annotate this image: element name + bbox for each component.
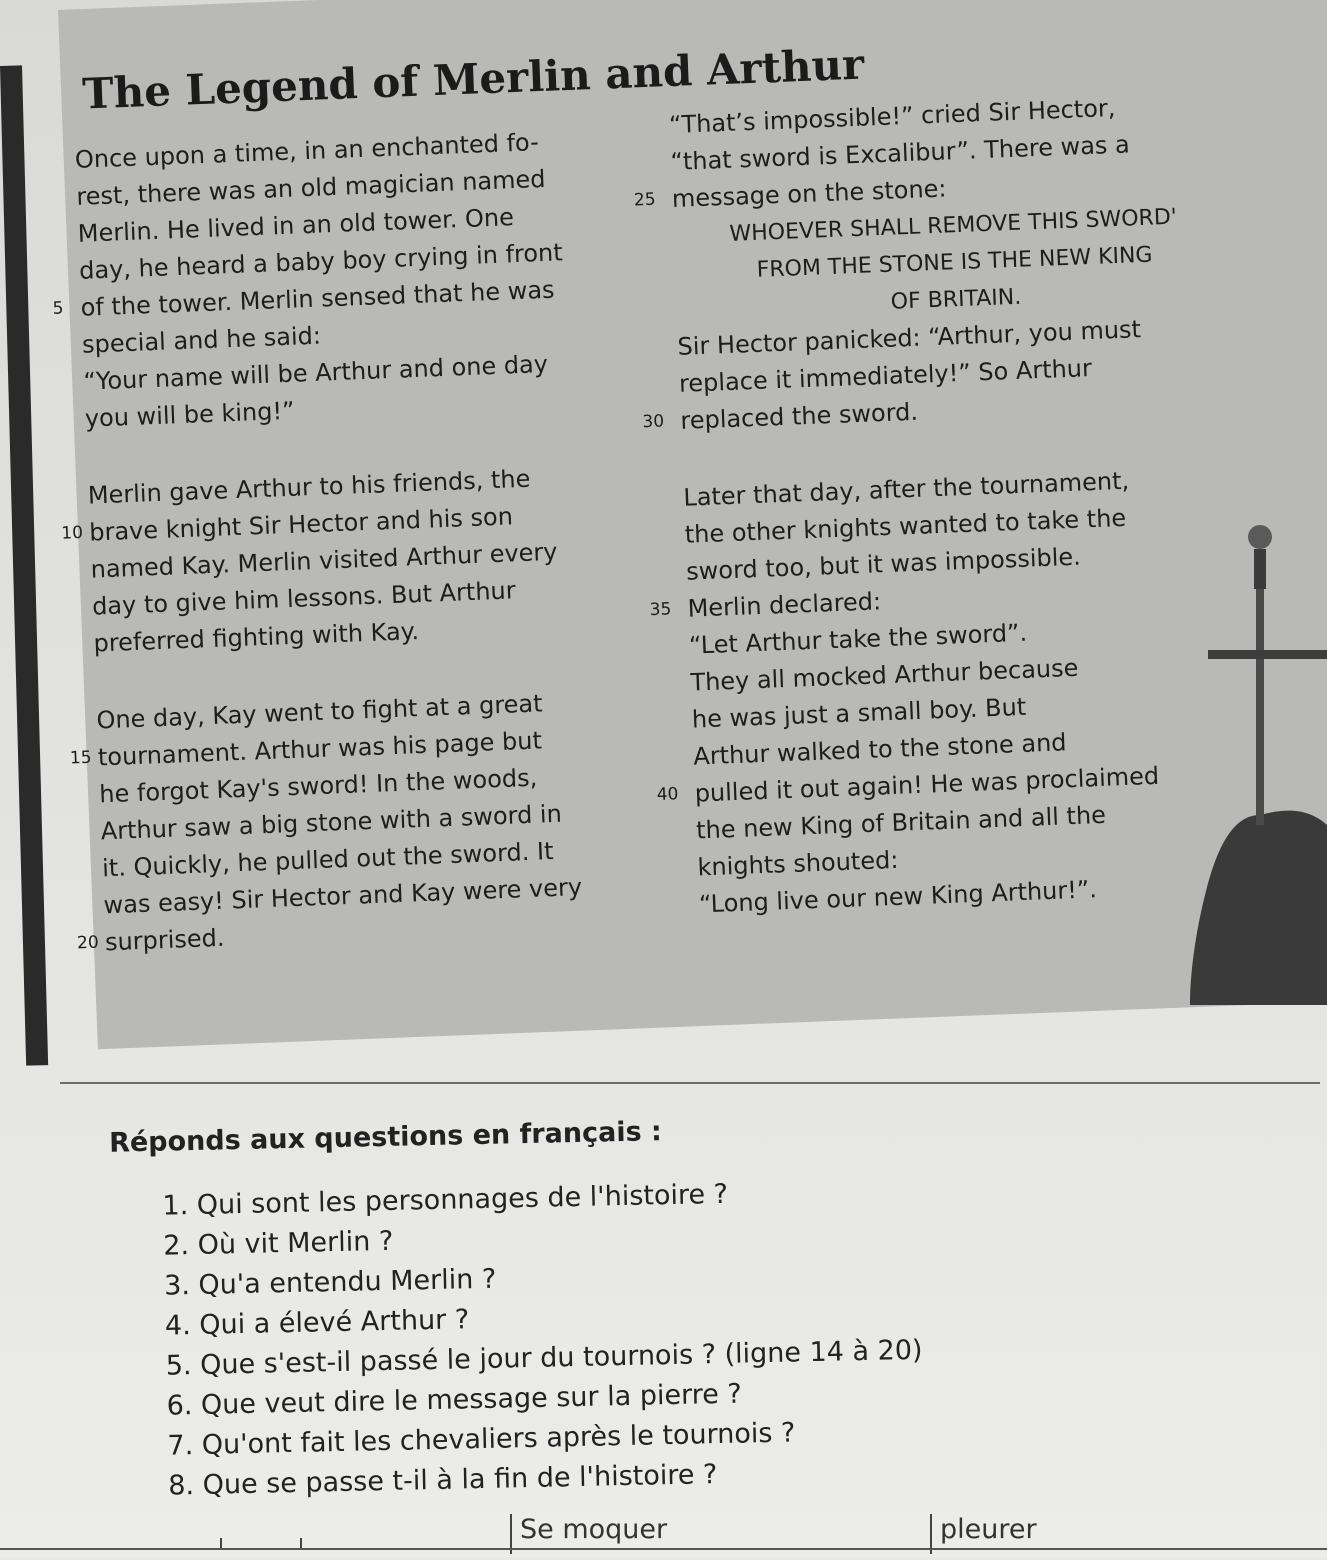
sword-pommel (1248, 525, 1272, 549)
story-line-text: “Long live our new King Arthur!”. (698, 875, 1098, 919)
story-line-text: Merlin declared: (687, 587, 882, 623)
story-column-left (52, 120, 665, 961)
story-line-text: sword too, but it was impossible. (685, 542, 1082, 586)
story-line-text: rest, there was an old magician named (75, 164, 546, 211)
sword-blade (1256, 555, 1264, 825)
story-line-text: FROM THE STONE IS THE NEW KING (756, 242, 1153, 283)
story-line-text: Arthur walked to the stone and (692, 728, 1068, 771)
story-line-text: he forgot Kay's sword! In the woods, (98, 763, 538, 809)
story-line-text: the other knights wanted to take the (684, 503, 1127, 549)
story-line-text: “that sword is Excalibur”. There was a (669, 130, 1131, 177)
story-line-text: “Your name will be Arthur and one day (82, 349, 549, 396)
story-line-text: pulled it out again! He was proclaimed (694, 761, 1160, 808)
question-item: 1. Qui sont les personnages de l'histoire ? (162, 1178, 729, 1222)
story-line-text: knights shouted: (697, 845, 899, 882)
vocab-cell-pleurer: pleurer (930, 1514, 1037, 1554)
sword-in-stone-illustration (1190, 515, 1327, 1005)
questions-heading: Réponds aux questions en français : (108, 1116, 663, 1159)
sword-grip (1254, 549, 1266, 589)
story-line-text: he was just a small boy. But (691, 692, 1027, 734)
story-line-text: replace it immediately!” So Arthur (678, 354, 1093, 398)
story-line-text: Later that day, after the tournament, (682, 466, 1130, 512)
line-number: 30 (642, 411, 665, 433)
sword-crossguard (1208, 650, 1327, 659)
story-line-text: Merlin. He lived in an old tower. One (77, 203, 515, 248)
story-line-text: brave knight Sir Hector and his son (88, 502, 514, 547)
question-item: 3. Qu'a entendu Merlin ? (163, 1263, 497, 1302)
question-item: 7. Qu'ont fait les chevaliers après le tournois ? (167, 1417, 796, 1462)
table-bottom-line (0, 1548, 1327, 1550)
story-line-text: of the tower. Merlin sensed that he was (80, 275, 556, 322)
story-line-text: Once upon a time, in an enchanted fo- (74, 128, 540, 174)
line-number: 35 (649, 599, 672, 621)
story-line-text: was easy! Sir Hector and Kay were very (103, 872, 583, 920)
story-line-text: replaced the sword. (679, 397, 919, 435)
story-line-text: Sir Hector panicked: “Arthur, you must (677, 315, 1142, 361)
line-number: 20 (76, 932, 100, 954)
story-line-text: “That’s impossible!” cried Sir Hector, (668, 93, 1116, 140)
story-line-text: it. Quickly, he pulled out the sword. It (101, 837, 554, 883)
question-item: 2. Où vit Merlin ? (162, 1225, 394, 1262)
story-line-text: They all mocked Arthur because (689, 653, 1079, 697)
question-item: 6. Que veut dire le message sur la pierre ? (166, 1378, 742, 1422)
questions-section (0, 1062, 1327, 1560)
question-item: 4. Qui a élevé Arthur ? (164, 1304, 470, 1342)
line-number: 15 (69, 747, 92, 769)
story-line-text: OF BRITAIN. (890, 284, 1022, 315)
story-line-text: surprised. (104, 923, 225, 957)
story-line-text: day to give him lessons. But Arthur (91, 576, 517, 621)
story-line-text: named Kay. Merlin visited Arthur every (90, 537, 558, 584)
story-line-text: day, he heard a baby boy crying in front (78, 238, 564, 285)
questions-list (162, 1171, 925, 1507)
story-line-text: the new King of Britain and all the (695, 800, 1107, 845)
line-number: 40 (656, 784, 679, 806)
vocabulary-table-strip (0, 1508, 1327, 1557)
line-number: 25 (633, 189, 656, 211)
story-line-text: Arthur saw a big stone with a sword in (100, 799, 563, 846)
story-line-text: you will be king!” (84, 396, 296, 433)
story-line-text: preferred fighting with Kay. (93, 617, 420, 658)
question-item: 5. Que s'est-il passé le jour du tournois ? (ligne 14 à 20) (165, 1334, 923, 1382)
question-item: 8. Que se passe t-il à la fin de l'histoire ? (168, 1459, 718, 1502)
story-line-text: “Let Arthur take the sword”. (688, 618, 1028, 660)
vocab-cell-se-moquer: Se moquer (510, 1514, 667, 1554)
stone-shape (1190, 811, 1327, 1005)
left-margin-bar (0, 65, 48, 1065)
line-number: 10 (60, 522, 84, 544)
story-line-text: tournament. Arthur was his page but (97, 726, 543, 772)
story-line-text: WHOEVER SHALL REMOVE THIS SWORD' (729, 204, 1178, 247)
story-line-text: Merlin gave Arthur to his friends, the (87, 464, 531, 510)
line-number: 5 (52, 298, 64, 319)
story-line-text: One day, Kay went to fight at a great (95, 689, 544, 735)
story-line-text: message on the stone: (671, 174, 947, 214)
story-column-right (633, 86, 1259, 924)
story-line-text: special and he said: (81, 321, 322, 359)
story-title: The Legend of Merlin and Arthur (81, 39, 866, 119)
story-passage (52, 0, 1307, 1019)
